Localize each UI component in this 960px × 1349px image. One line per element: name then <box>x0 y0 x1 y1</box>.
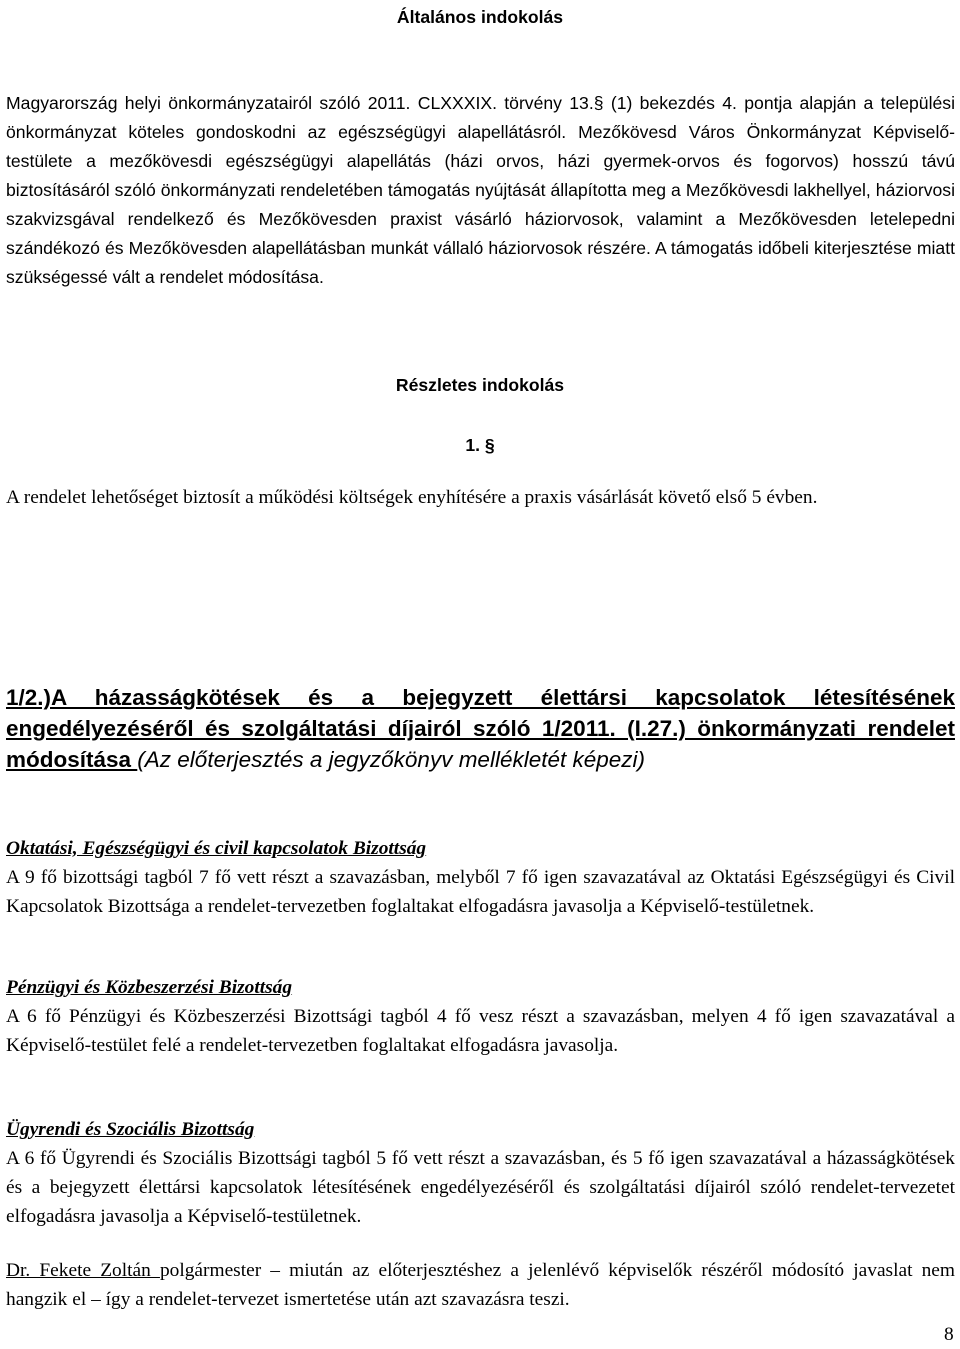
committee-block <box>6 834 955 921</box>
mayor-name: Dr. Fekete Zoltán <box>6 1260 160 1281</box>
section-number: 1. § <box>465 435 495 455</box>
committee-name: Ügyrendi és Szociális Bizottság <box>6 1119 255 1140</box>
closing-text: polgármester – miután az előterjesztéshez a jelenlévő képviselők részéről módosító javaslat nem hangzik el – így a rendelet-tervezet ismertetése után azt szavazásra teszi. <box>6 1260 955 1310</box>
detailed-reasoning-title: Részletes indokolás <box>395 375 565 395</box>
section-1-paragraph: A rendelet lehetőséget biztosít a működési költségek enyhítésére a praxis vásárlását követő első 5 évben. <box>6 487 818 508</box>
agenda-item-note: (Az előterjesztés a jegyzőkönyv mellékletét képezi) <box>137 747 646 772</box>
committee-block <box>6 1115 955 1231</box>
agenda-item-title: 1/2.)A házasságkötések és a bejegyzett élettársi kapcsolatok létesítésének engedélyezéséről és szolgáltatási díjairól szóló 1/2011. (I.27.) önkormányzati rendelet módosítása <box>6 685 955 772</box>
committee-opinion: A 9 fő bizottsági tagból 7 fő vett részt a szavazásban, melyből 7 fő igen szavazatával az Oktatási Egészségügyi és Civil Kapcsolatok Bizottsága a rendelet-tervezetben foglaltakat elfogadásra javasolja a Képviselő-testületnek. <box>6 867 955 917</box>
committee-name: Pénzügyi és Közbeszerzési Bizottság <box>6 977 293 998</box>
committee-name: Oktatási, Egészségügyi és civil kapcsolatok Bizottság <box>6 838 427 859</box>
committee-opinion: A 6 fő Pénzügyi és Közbeszerzési Bizottsági tagból 4 fő vesz részt a szavazásban, melyen 4 fő igen szavazatával a Képviselő-testület felé a rendelet-tervezetben foglaltakat elfogadásra javasolja. <box>6 1006 955 1056</box>
committee-block <box>6 973 955 1060</box>
closing-paragraph <box>6 1256 955 1314</box>
agenda-item-heading <box>6 682 955 775</box>
general-reasoning-paragraph: Magyarország helyi önkormányzatairól szóló 2011. CLXXXIX. törvény 13.§ (1) bekezdés 4. pontja alapján a települési önkormányzat köteles gondoskodni az egészségügyi alapellátásról. Mezőkövesd Város Önkormányzat Képviselő-testülete a mezőkövesdi egészségügyi alapellátás (házi orvos, házi gyermek-orvos és fogorvos) hosszú távú biztosításáról szóló önkormányzati rendeletében támogatás nyújtását állapította meg a Mezőkövesdi lakhellyel, háziorvosi szakvizsgával rendelkező és Mezőkövesden praxist vásárló háziorvosok, valamint a Mezőkövesden letelepedni szándékozó és Mezőkövesden alapellátásban munkát vállaló háziorvosok részére. A támogatás időbeli kiterjesztése miatt szükségessé vált a rendelet módosítása. <box>6 93 955 287</box>
general-reasoning-title: Általános indokolás <box>396 7 564 27</box>
page-number: 8 <box>944 1324 954 1345</box>
committee-opinion: A 6 fő Ügyrendi és Szociális Bizottsági tagból 5 fő vett részt a szavazásban, és 5 fő igen szavazatával a házasságkötések és a bejegyzett élettársi kapcsolatok létesítésének engedélyezéséről és szolgáltatási díjairól szóló rendelet-tervezetet elfogadásra javasolja a Képviselő-testületnek. <box>6 1148 955 1227</box>
